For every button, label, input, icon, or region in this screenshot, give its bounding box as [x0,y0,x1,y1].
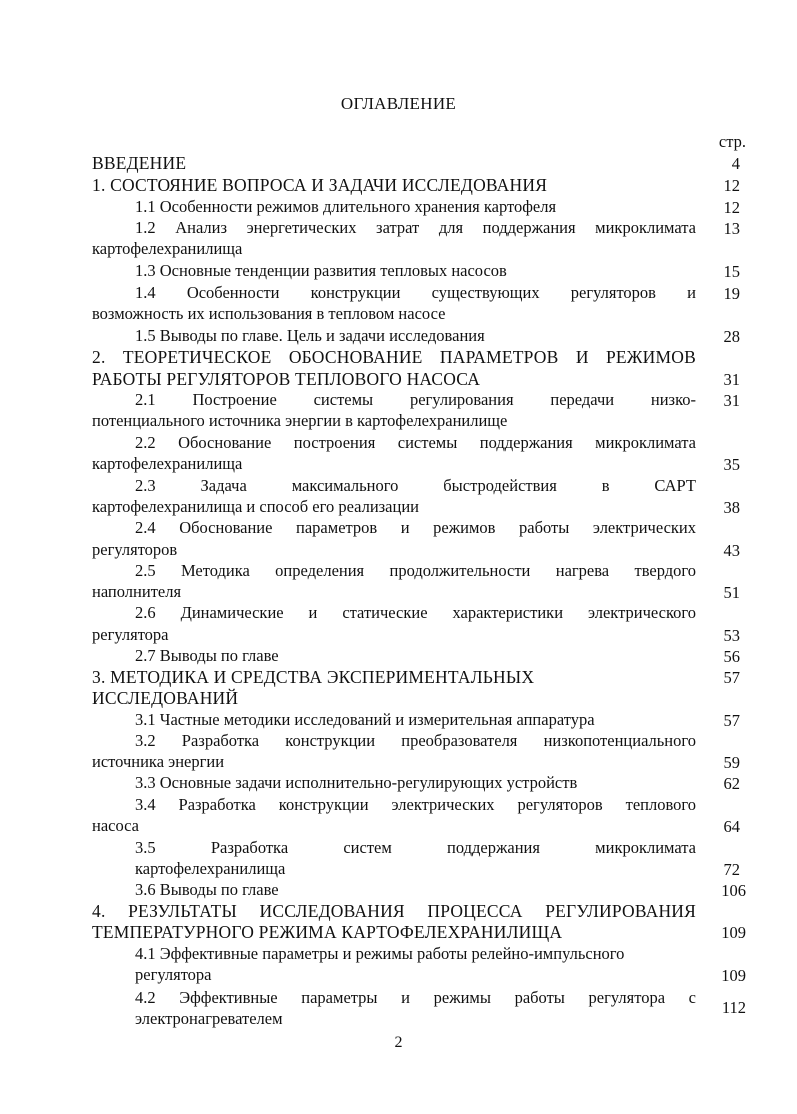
toc-section-2-1-cont: потенциального источника энергии в картофелехранилище [92,411,508,430]
toc-chapter-3-cont: ИССЛЕДОВАНИЙ [92,688,239,708]
toc-page-number: 64 [723,817,740,836]
toc-section-2-3: 2.3 Задача максимального быстродействия в САРТ [135,476,696,495]
toc-page-number: 31 [723,391,740,410]
page-title: ОГЛАВЛЕНИЕ [340,94,457,113]
toc-chapter-1: 1. СОСТОЯНИЕ ВОПРОСА И ЗАДАЧИ ИССЛЕДОВАНИЯ [92,175,548,195]
toc-page-number: 106 [721,881,746,900]
page-column-label: стр. [718,132,746,151]
toc-page-number: 13 [723,219,740,238]
toc-page-number: 31 [723,370,740,389]
toc-section-2-3-cont: картофелехранилища и способ его реализации [92,497,419,516]
toc-page-number: 109 [721,923,746,942]
toc-page-number: 53 [723,626,740,645]
toc-section-2-4-cont: регуляторов [92,540,178,559]
toc-page-number: 15 [723,262,740,281]
toc-page-number: 28 [723,327,740,346]
toc-chapter-3: 3. МЕТОДИКА И СРЕДСТВА ЭКСПЕРИМЕНТАЛЬНЫХ [92,667,535,687]
toc-section-2-6: 2.6 Динамические и статические характеристики электрического [135,603,696,622]
toc-section-3-4-cont: насоса [92,816,139,835]
toc-page-number: 112 [721,998,746,1017]
toc-section-3-3: 3.3 Основные задачи исполнительно-регулирующих устройств [135,773,578,792]
toc-section-1-2: 1.2 Анализ энергетических затрат для поддержания микроклимата [135,218,696,237]
toc-section-2-2-cont: картофелехранилища [92,454,243,473]
toc-page-number: 56 [723,647,740,666]
toc-page-number: 109 [721,966,746,985]
toc-section-3-6: 3.6 Выводы по главе [135,880,279,899]
toc-section-1-5: 1.5 Выводы по главе. Цель и задачи исследования [135,326,485,345]
toc-section-1-2-cont: картофелехранилища [92,239,243,258]
toc-page-number: 62 [723,774,740,793]
toc-section-3-1: 3.1 Частные методики исследований и измерительная аппаратура [135,710,595,729]
toc-section-2-4: 2.4 Обоснование параметров и режимов работы электрических [135,518,696,537]
toc-section-1-4: 1.4 Особенности конструкции существующих регуляторов и [135,283,696,302]
toc-section-1-3: 1.3 Основные тенденции развития тепловых насосов [135,261,507,280]
toc-section-2-5-cont: наполнителя [92,582,182,601]
toc-section-4-2: 4.2 Эффективные параметры и режимы работы регулятора с [135,988,696,1007]
toc-section-4-1-cont: регулятора [135,965,212,984]
toc-section-4-1: 4.1 Эффективные параметры и режимы работы релейно-импульсного [135,944,625,963]
toc-section-3-4: 3.4 Разработка конструкции электрических регуляторов теплового [135,795,696,814]
toc-chapter-4-cont: ТЕМПЕРАТУРНОГО РЕЖИМА КАРТОФЕЛЕХРАНИЛИЩА [92,922,563,942]
toc-page-number: 51 [723,583,740,602]
toc-page-number: 35 [723,455,740,474]
footer-page-number: 2 [394,1034,403,1051]
toc-chapter-2-cont: РАБОТЫ РЕГУЛЯТОРОВ ТЕПЛОВОГО НАСОСА [92,369,481,389]
toc-section-2-1: 2.1 Построение системы регулирования передачи низко- [135,390,696,409]
toc-page-number: 19 [723,284,740,303]
toc-page-number: 12 [723,198,740,217]
toc-section-2-5: 2.5 Методика определения продолжительности нагрева твердого [135,561,696,580]
toc-entry-introduction: ВВЕДЕНИЕ [92,153,187,173]
toc-page-number: 57 [723,711,740,730]
toc-section-3-5: 3.5 Разработка систем поддержания микроклимата [135,838,696,857]
toc-section-2-6-cont: регулятора [92,625,169,644]
toc-chapter-2: 2. ТЕОРЕТИЧЕСКОЕ ОБОСНОВАНИЕ ПАРАМЕТРОВ И РЕЖИМОВ [92,347,696,367]
toc-page-number: 43 [723,541,740,560]
toc-page-number: 38 [723,498,740,517]
toc-section-3-2: 3.2 Разработка конструкции преобразователя низкопотенциального [135,731,696,750]
toc-section-2-2: 2.2 Обоснование построения системы поддержания микроклимата [135,433,696,452]
toc-chapter-4: 4. РЕЗУЛЬТАТЫ ИССЛЕДОВАНИЯ ПРОЦЕССА РЕГУЛИРОВАНИЯ [92,901,696,921]
toc-section-3-2-cont: источника энергии [92,752,225,771]
toc-page-number: 12 [723,176,740,195]
toc-page-number: 57 [723,668,740,687]
toc-section-3-5-cont: картофелехранилища [135,859,286,878]
toc-page-number: 4 [731,154,740,173]
toc-page-number: 72 [723,860,740,879]
toc-page-number: 59 [723,753,740,772]
toc-section-1-4-cont: возможность их использования в тепловом насосе [92,304,446,323]
toc-section-4-2-cont: электронагревателем [135,1009,283,1028]
toc-section-2-7: 2.7 Выводы по главе [135,646,279,665]
toc-section-1-1: 1.1 Особенности режимов длительного хранения картофеля [135,197,557,216]
